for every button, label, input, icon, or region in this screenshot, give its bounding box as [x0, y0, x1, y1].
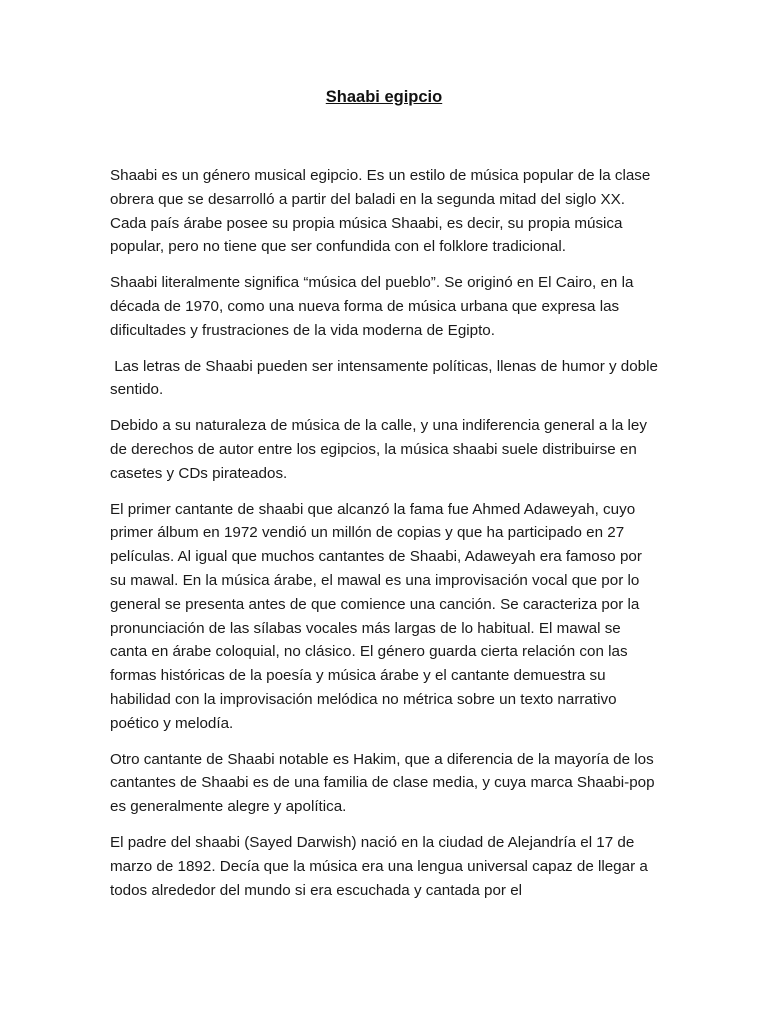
document-body — [110, 164, 662, 914]
paragraph-darwish: El padre del shaabi (Sayed Darwish) nació en la ciudad de Alejandría el 17 de marzo de 1892. Decía que la música era una lengua universal capaz de llegar a todos alrededor del mundo si era escuchada y cantada por el — [110, 833, 653, 899]
paragraph-intro: Shaabi es un género musical egipcio. Es un estilo de música popular de la clase obrera que se desarrolló a partir del baladi en la segunda mitad del siglo XX. Cada país árabe posee su propia música Shaabi, es decir, su propia música popular, pero no tiene que ser confundida con el folklore tradicional. — [110, 167, 655, 256]
paragraph-hakim: Otro cantante de Shaabi notable es Hakim, que a diferencia de la mayoría de los cantantes de Shaabi es de una familia de clase media, y cuya marca Shaabi-pop es generalmente alegre y apolítica. — [110, 750, 659, 816]
document-title: Shaabi egipcio — [325, 88, 443, 106]
paragraph-lyrics: Las letras de Shaabi pueden ser intensamente políticas, llenas de humor y doble sentido. — [110, 357, 663, 399]
paragraph-distribution: Debido a su naturaleza de música de la calle, y una indiferencia general a la ley de derechos de autor entre los egipcios, la música shaabi suele distribuirse en casetes y CDs pirateados. — [110, 417, 652, 482]
paragraph-meaning: Shaabi literalmente significa “música del pueblo”. Se originó en El Cairo, en la década de 1970, como una nueva forma de música urbana que expresa las dificultades y frustraciones de la vida moderna de Egipto. — [110, 274, 638, 339]
paragraph-adaweyah: El primer cantante de shaabi que alcanzó la fama fue Ahmed Adaweyah, cuyo primer álbum en 1972 vendió un millón de copias y que ha participado en 27 películas. Al igual que muchos cantantes de Shaabi, Adaweyah era famoso por su mawal. En la música árabe, el mawal es una improvisación vocal que por lo general se presenta antes de que comience una canción. Se caracteriza por la pronunciación de las sílabas vocales más largas de lo habitual. El mawal se canta en árabe coloquial, no clásico. El género guarda cierta relación con las formas históricas de la poesía y música árabe y el cantante demuestra su habilidad con la improvisación melódica no métrica sobre un texto narrativo poético y melodía. — [110, 500, 647, 732]
